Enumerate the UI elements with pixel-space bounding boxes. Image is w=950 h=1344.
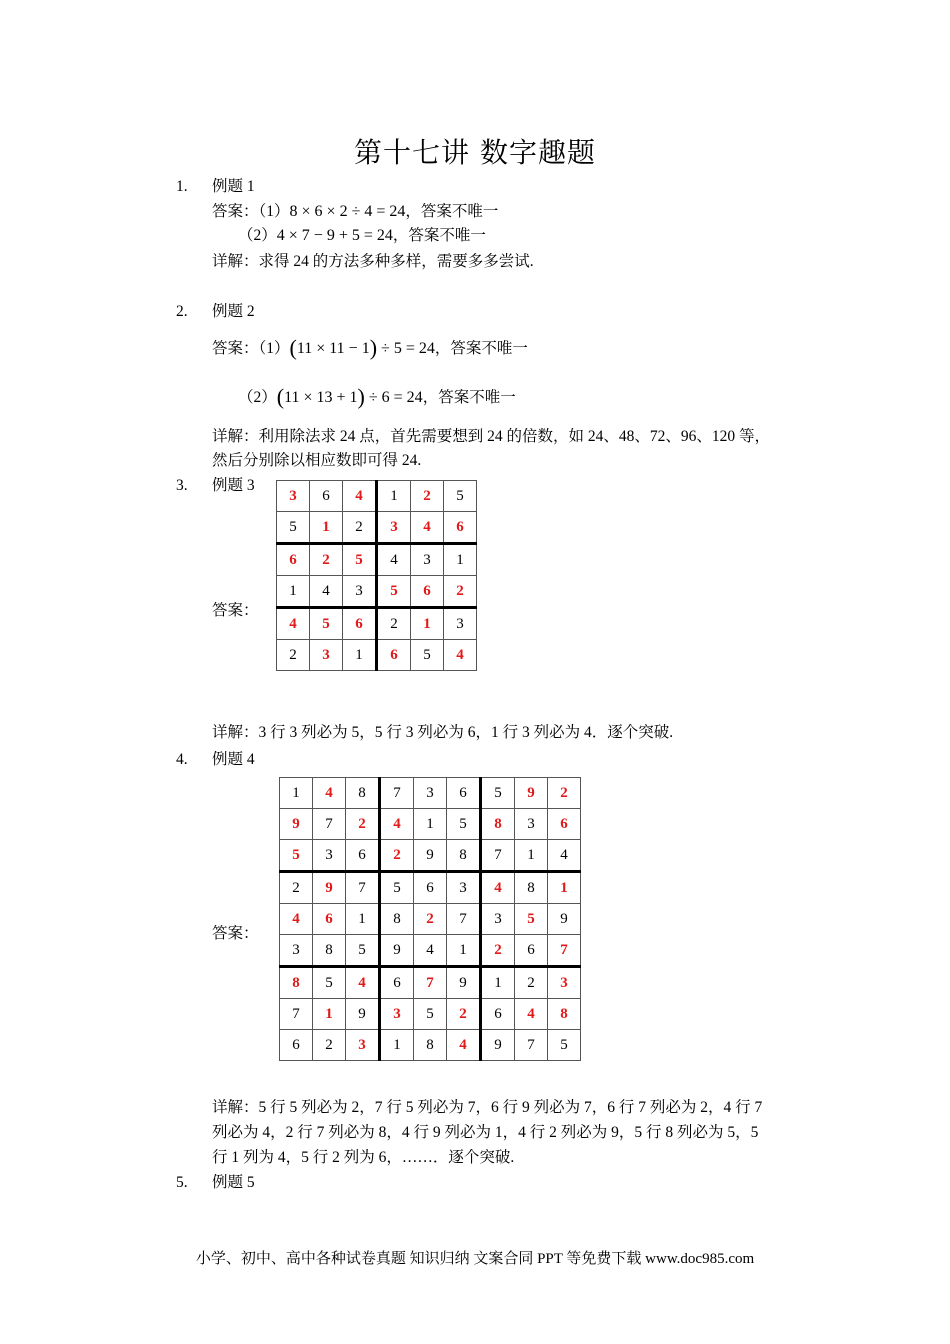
sudoku-cell: 6 [343, 608, 377, 640]
sudoku-cell: 3 [277, 481, 310, 512]
sudoku-cell: 4 [377, 544, 411, 576]
sudoku-cell: 3 [444, 608, 477, 640]
sudoku-cell: 4 [343, 481, 377, 512]
sudoku-cell: 7 [414, 967, 447, 999]
sudoku-cell: 5 [515, 904, 548, 935]
sudoku-cell: 1 [515, 840, 548, 872]
sudoku-cell: 1 [280, 778, 313, 809]
sudoku-cell: 5 [280, 840, 313, 872]
sudoku-cell: 5 [481, 778, 515, 809]
problem-2-detail-line-1: 详解：利用除法求 24 点，首先需要想到 24 的倍数，如 24、48、72、96、120 等， [212, 428, 771, 445]
sudoku-cell: 1 [377, 481, 411, 512]
sudoku-cell: 6 [380, 967, 414, 999]
sudoku-cell: 5 [313, 967, 346, 999]
sudoku-cell: 2 [447, 999, 481, 1030]
sudoku-cell: 5 [447, 809, 481, 840]
problem-4-heading: 例题 4 [212, 751, 255, 768]
sudoku-cell: 3 [377, 512, 411, 544]
problem-1-heading: 例题 1 [212, 178, 255, 195]
answer-note: ，答案不唯一 [434, 340, 528, 357]
sudoku-cell: 9 [414, 840, 447, 872]
sudoku-cell: 8 [447, 840, 481, 872]
equation-2-inner: 11 × 13 + 1 [284, 389, 358, 406]
sudoku-cell: 9 [481, 1030, 515, 1061]
sudoku-cell: 7 [380, 778, 414, 809]
sudoku-cell: 6 [411, 576, 444, 608]
sudoku-cell: 1 [313, 999, 346, 1030]
sudoku-cell: 2 [343, 512, 377, 544]
sudoku-cell: 6 [414, 872, 447, 904]
sudoku-cell: 2 [377, 608, 411, 640]
sudoku-cell: 9 [380, 935, 414, 967]
sudoku-cell: 4 [444, 640, 477, 671]
answer-note: ，答案不唯一 [422, 389, 516, 406]
problem-5-number: 5. [176, 1174, 188, 1191]
sudoku-cell: 4 [515, 999, 548, 1030]
sudoku-cell: 5 [346, 935, 380, 967]
sudoku-cell: 5 [377, 576, 411, 608]
sudoku-row [280, 999, 581, 1030]
sudoku-cell: 5 [343, 544, 377, 576]
sudoku-row [277, 576, 477, 608]
sudoku-cell: 3 [481, 904, 515, 935]
problem-5-heading: 例题 5 [212, 1174, 255, 1191]
sudoku-cell: 3 [280, 935, 313, 967]
problem-3-number: 3. [176, 477, 188, 494]
sudoku-6x6-answer-grid [276, 480, 477, 671]
equation-1: 8 × 6 × 2 ÷ 4 = 24 [289, 203, 406, 220]
answer-sub-label: （2） [238, 389, 277, 406]
problem-2-answer-line-2 [238, 384, 516, 409]
problem-2-detail-line-2: 然后分别除以相应数即可得 24. [212, 452, 422, 469]
sudoku-cell: 4 [411, 512, 444, 544]
sudoku-cell: 5 [414, 999, 447, 1030]
sudoku-cell: 3 [313, 840, 346, 872]
sudoku-row [280, 809, 581, 840]
sudoku-row [280, 872, 581, 904]
sudoku-cell: 3 [310, 640, 343, 671]
sudoku-cell: 6 [310, 481, 343, 512]
sudoku-cell: 7 [515, 1030, 548, 1061]
sudoku-cell: 2 [346, 809, 380, 840]
sudoku-cell: 8 [548, 999, 581, 1030]
sudoku-cell: 3 [515, 809, 548, 840]
answer-note: ，答案不唯一 [405, 203, 499, 220]
sudoku-cell: 2 [313, 1030, 346, 1061]
sudoku-cell: 9 [548, 904, 581, 935]
equation-1: (11 × 11 − 1) ÷ 5 = 24 [289, 335, 435, 360]
sudoku-cell: 9 [447, 967, 481, 999]
sudoku-cell: 5 [548, 1030, 581, 1061]
sudoku-cell: 6 [280, 1030, 313, 1061]
sudoku-cell: 6 [313, 904, 346, 935]
sudoku-cell: 4 [313, 778, 346, 809]
problem-3-heading: 例题 3 [212, 477, 255, 494]
sudoku-cell: 3 [414, 778, 447, 809]
sudoku-cell: 8 [313, 935, 346, 967]
sudoku-cell: 7 [313, 809, 346, 840]
equation-2: (11 × 13 + 1) ÷ 6 = 24 [276, 384, 423, 409]
sudoku-cell: 7 [280, 999, 313, 1030]
sudoku-cell: 6 [515, 935, 548, 967]
problem-1-answer-line-2 [238, 226, 486, 246]
sudoku-cell: 8 [414, 1030, 447, 1061]
sudoku-row [277, 608, 477, 640]
sudoku-row [277, 481, 477, 512]
sudoku-cell: 4 [277, 608, 310, 640]
problem-4-detail-line-3: 行 1 列为 4，5 行 2 列为 6，……．逐个突破. [212, 1149, 515, 1166]
page-footer: 小学、初中、高中各种试卷真题 知识归纳 文案合同 PPT 等免费下载 www.doc985.com [195, 1251, 755, 1267]
sudoku-row [280, 778, 581, 809]
sudoku-cell: 4 [346, 967, 380, 999]
sudoku-cell: 9 [515, 778, 548, 809]
sudoku-cell: 1 [343, 640, 377, 671]
answer-note: ，答案不唯一 [392, 227, 486, 244]
sudoku-cell: 9 [313, 872, 346, 904]
sudoku-row [277, 640, 477, 671]
sudoku-row [280, 967, 581, 999]
answer-label: 答案：（1） [212, 340, 290, 357]
sudoku-cell: 1 [346, 904, 380, 935]
sudoku-cell: 7 [346, 872, 380, 904]
sudoku-cell: 6 [277, 544, 310, 576]
answer-label: 答案：（1） [212, 203, 290, 220]
sudoku-cell: 3 [411, 544, 444, 576]
sudoku-cell: 2 [444, 576, 477, 608]
sudoku-cell: 2 [414, 904, 447, 935]
problem-3-answer-label: 答案： [212, 602, 259, 619]
sudoku-cell: 1 [310, 512, 343, 544]
sudoku-cell: 1 [447, 935, 481, 967]
equation-1-tail: ÷ 5 = 24 [377, 340, 435, 357]
sudoku-cell: 4 [310, 576, 343, 608]
sudoku-cell: 6 [377, 640, 411, 671]
sudoku-cell: 8 [280, 967, 313, 999]
sudoku-cell: 1 [414, 809, 447, 840]
sudoku-cell: 1 [380, 1030, 414, 1061]
sudoku-cell: 4 [481, 872, 515, 904]
sudoku-cell: 6 [346, 840, 380, 872]
equation-2-tail: ÷ 6 = 24 [364, 389, 423, 406]
sudoku-cell: 2 [277, 640, 310, 671]
sudoku-cell: 2 [280, 872, 313, 904]
sudoku-cell: 9 [346, 999, 380, 1030]
sudoku-cell: 2 [310, 544, 343, 576]
problem-2-number: 2. [176, 303, 188, 320]
sudoku-cell: 4 [548, 840, 581, 872]
sudoku-cell: 2 [548, 778, 581, 809]
sudoku-cell: 2 [515, 967, 548, 999]
sudoku-cell: 9 [280, 809, 313, 840]
sudoku-cell: 5 [310, 608, 343, 640]
sudoku-cell: 8 [481, 809, 515, 840]
sudoku-cell: 3 [380, 999, 414, 1030]
equation-1-inner: 11 × 11 − 1 [296, 340, 370, 357]
sudoku-row [277, 544, 477, 576]
equation-2: 4 × 7 − 9 + 5 = 24 [276, 227, 393, 244]
problem-2-answer-line-1 [212, 335, 528, 360]
sudoku-cell: 8 [380, 904, 414, 935]
sudoku-row [280, 904, 581, 935]
sudoku-cell: 3 [343, 576, 377, 608]
problem-4-detail-line-2: 列必为 4，2 行 7 列必为 8，4 行 9 列必为 1，4 行 2 列必为 9，5 行 8 列必为 5，5 [212, 1124, 759, 1141]
sudoku-cell: 1 [277, 576, 310, 608]
sudoku-cell: 6 [447, 778, 481, 809]
sudoku-cell: 4 [414, 935, 447, 967]
sudoku-cell: 4 [280, 904, 313, 935]
problem-4-detail-line-1: 详解：5 行 5 列必为 2，7 行 5 列必为 7，6 行 9 列必为 7，6 行 7 列必为 2，4 行 7 [212, 1099, 763, 1116]
sudoku-cell: 7 [481, 840, 515, 872]
problem-4-answer-label: 答案： [212, 925, 259, 942]
sudoku-row [280, 1030, 581, 1061]
problem-2-heading: 例题 2 [212, 303, 255, 320]
problem-4-number: 4. [176, 751, 188, 768]
sudoku-cell: 2 [481, 935, 515, 967]
answer-sub-label: （2） [238, 227, 277, 244]
sudoku-cell: 5 [277, 512, 310, 544]
page-title: 第十七讲 数字趣题 [354, 136, 596, 169]
sudoku-cell: 1 [548, 872, 581, 904]
sudoku-cell: 4 [380, 809, 414, 840]
sudoku-row [280, 840, 581, 872]
sudoku-cell: 1 [411, 608, 444, 640]
sudoku-cell: 3 [548, 967, 581, 999]
sudoku-cell: 8 [346, 778, 380, 809]
sudoku-cell: 6 [548, 809, 581, 840]
problem-1-answer-line-1 [212, 202, 498, 222]
sudoku-cell: 5 [444, 481, 477, 512]
problem-1-detail: 详解：求得 24 的方法多种多样，需要多多尝试. [212, 253, 534, 270]
sudoku-9x9-answer-grid [279, 777, 581, 1061]
sudoku-row [277, 512, 477, 544]
sudoku-cell: 7 [447, 904, 481, 935]
problem-3-detail: 详解：3 行 3 列必为 5，5 行 3 列必为 6，1 行 3 列必为 4．逐个突破. [212, 724, 674, 741]
sudoku-cell: 5 [411, 640, 444, 671]
sudoku-cell: 7 [548, 935, 581, 967]
sudoku-cell: 1 [481, 967, 515, 999]
sudoku-cell: 6 [481, 999, 515, 1030]
sudoku-cell: 1 [444, 544, 477, 576]
sudoku-cell: 3 [346, 1030, 380, 1061]
sudoku-cell: 3 [447, 872, 481, 904]
sudoku-cell: 2 [411, 481, 444, 512]
sudoku-cell: 6 [444, 512, 477, 544]
sudoku-row [280, 935, 581, 967]
sudoku-cell: 2 [380, 840, 414, 872]
sudoku-cell: 4 [447, 1030, 481, 1061]
problem-1-number: 1. [176, 178, 188, 195]
sudoku-cell: 8 [515, 872, 548, 904]
sudoku-cell: 5 [380, 872, 414, 904]
